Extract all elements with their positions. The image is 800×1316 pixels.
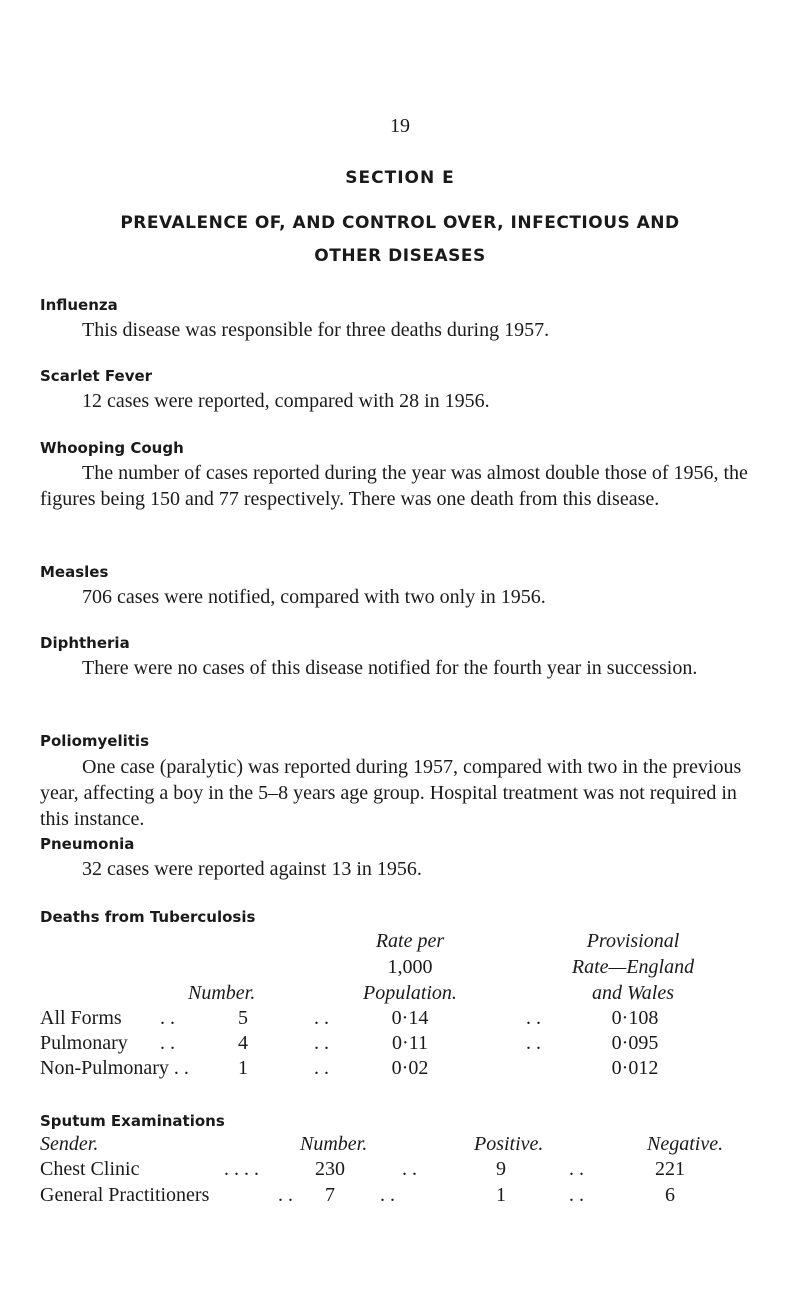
tuberculosis-heading: Deaths from Tuberculosis	[40, 908, 256, 926]
tb-row-dots: . .	[160, 1007, 175, 1029]
tb-row-label: Non-Pulmonary . .	[40, 1057, 189, 1079]
sputum-row-number: 7	[325, 1184, 335, 1206]
tb-row-dots: . .	[526, 1032, 541, 1054]
measles-text: 706 cases were notified, compared with two only in 1956.	[82, 586, 546, 608]
pneumonia-text: 32 cases were reported against 13 in 1956.	[82, 858, 422, 880]
sputum-row-dots: . .	[569, 1158, 584, 1180]
tb-row-dots: . .	[314, 1032, 329, 1054]
pneumonia-heading: Pneumonia	[40, 835, 135, 853]
sputum-header-number: Number.	[300, 1133, 368, 1155]
sputum-header-sender: Sender.	[40, 1133, 99, 1155]
tb-header-prov-line2: Rate—England	[571, 956, 695, 978]
tb-row-number: 1	[238, 1057, 248, 1079]
sputum-header-negative: Negative.	[647, 1133, 724, 1155]
sputum-row-negative: 221	[655, 1158, 685, 1180]
tb-row-number: 4	[238, 1032, 248, 1054]
main-title-line1: PREVALENCE OF, AND CONTROL OVER, INFECTIOUS AND	[120, 213, 680, 233]
tb-row-number: 5	[238, 1007, 248, 1029]
tb-row-provisional: 0·108	[611, 1007, 659, 1029]
tb-row-dots: . .	[160, 1032, 175, 1054]
page-number: 19	[390, 115, 410, 137]
tb-row-label: Pulmonary	[40, 1032, 128, 1054]
sputum-row-positive: 9	[496, 1158, 506, 1180]
tb-header-prov-line3: and Wales	[591, 982, 675, 1004]
sputum-row-dots: . .	[569, 1184, 584, 1206]
sputum-row-number: 230	[315, 1158, 345, 1180]
tb-header-rate-line3: Population.	[363, 982, 457, 1004]
sputum-row-dots: . .	[402, 1158, 417, 1180]
measles-heading: Measles	[40, 563, 109, 581]
scarlet-fever-heading: Scarlet Fever	[40, 367, 153, 385]
tb-header-rate-line1: Rate per	[375, 930, 445, 952]
poliomyelitis-text: One case (paralytic) was reported during 1957, compared with two in the previous year, affecting a boy in the 5–8 years age group. Hospital treatment was not required in this instance.	[40, 756, 742, 830]
influenza-heading: Influenza	[40, 296, 118, 314]
tb-row-rate: 0·14	[391, 1007, 429, 1029]
tb-header-rate-line2: 1,000	[387, 956, 433, 978]
poliomyelitis-heading: Poliomyelitis	[40, 732, 149, 750]
diphtheria-text: There were no cases of this disease notified for the fourth year in succession.	[82, 657, 698, 679]
tb-row-dots: . .	[314, 1007, 329, 1029]
sputum-header-positive: Positive.	[474, 1133, 544, 1155]
tb-row-label: All Forms	[40, 1007, 122, 1029]
tb-row-rate: 0·02	[391, 1057, 429, 1079]
sputum-row-positive: 1	[496, 1184, 506, 1206]
tb-row-provisional: 0·095	[611, 1032, 659, 1054]
tb-header-number: Number.	[188, 982, 256, 1004]
scarlet-fever-text: 12 cases were reported, compared with 28 in 1956.	[82, 390, 490, 412]
diphtheria-heading: Diphtheria	[40, 634, 130, 652]
influenza-text: This disease was responsible for three deaths during 1957.	[82, 319, 550, 341]
tb-row-dots: . .	[314, 1057, 329, 1079]
sputum-row-sender: Chest Clinic	[40, 1158, 140, 1180]
sputum-row-negative: 6	[665, 1184, 675, 1206]
sputum-row-dots: . .	[380, 1184, 395, 1206]
sputum-row-sender: General Practitioners	[40, 1184, 210, 1206]
tb-row-rate: 0·11	[392, 1032, 428, 1054]
sputum-heading: Sputum Examinations	[40, 1112, 225, 1130]
tb-row-dots: . .	[526, 1007, 541, 1029]
tb-row-provisional: 0·012	[611, 1057, 659, 1079]
sputum-row-dots: . . . .	[224, 1158, 259, 1180]
tb-header-prov-line1: Provisional	[586, 930, 680, 952]
main-title-line2: OTHER DISEASES	[314, 246, 486, 266]
section-title: SECTION E	[345, 168, 455, 188]
whooping-cough-text: The number of cases reported during the year was almost double those of 1956, the figures being 150 and 77 respectively. There was one death from this disease.	[40, 462, 748, 510]
whooping-cough-heading: Whooping Cough	[40, 439, 184, 457]
sputum-row-dots: . .	[278, 1184, 293, 1206]
